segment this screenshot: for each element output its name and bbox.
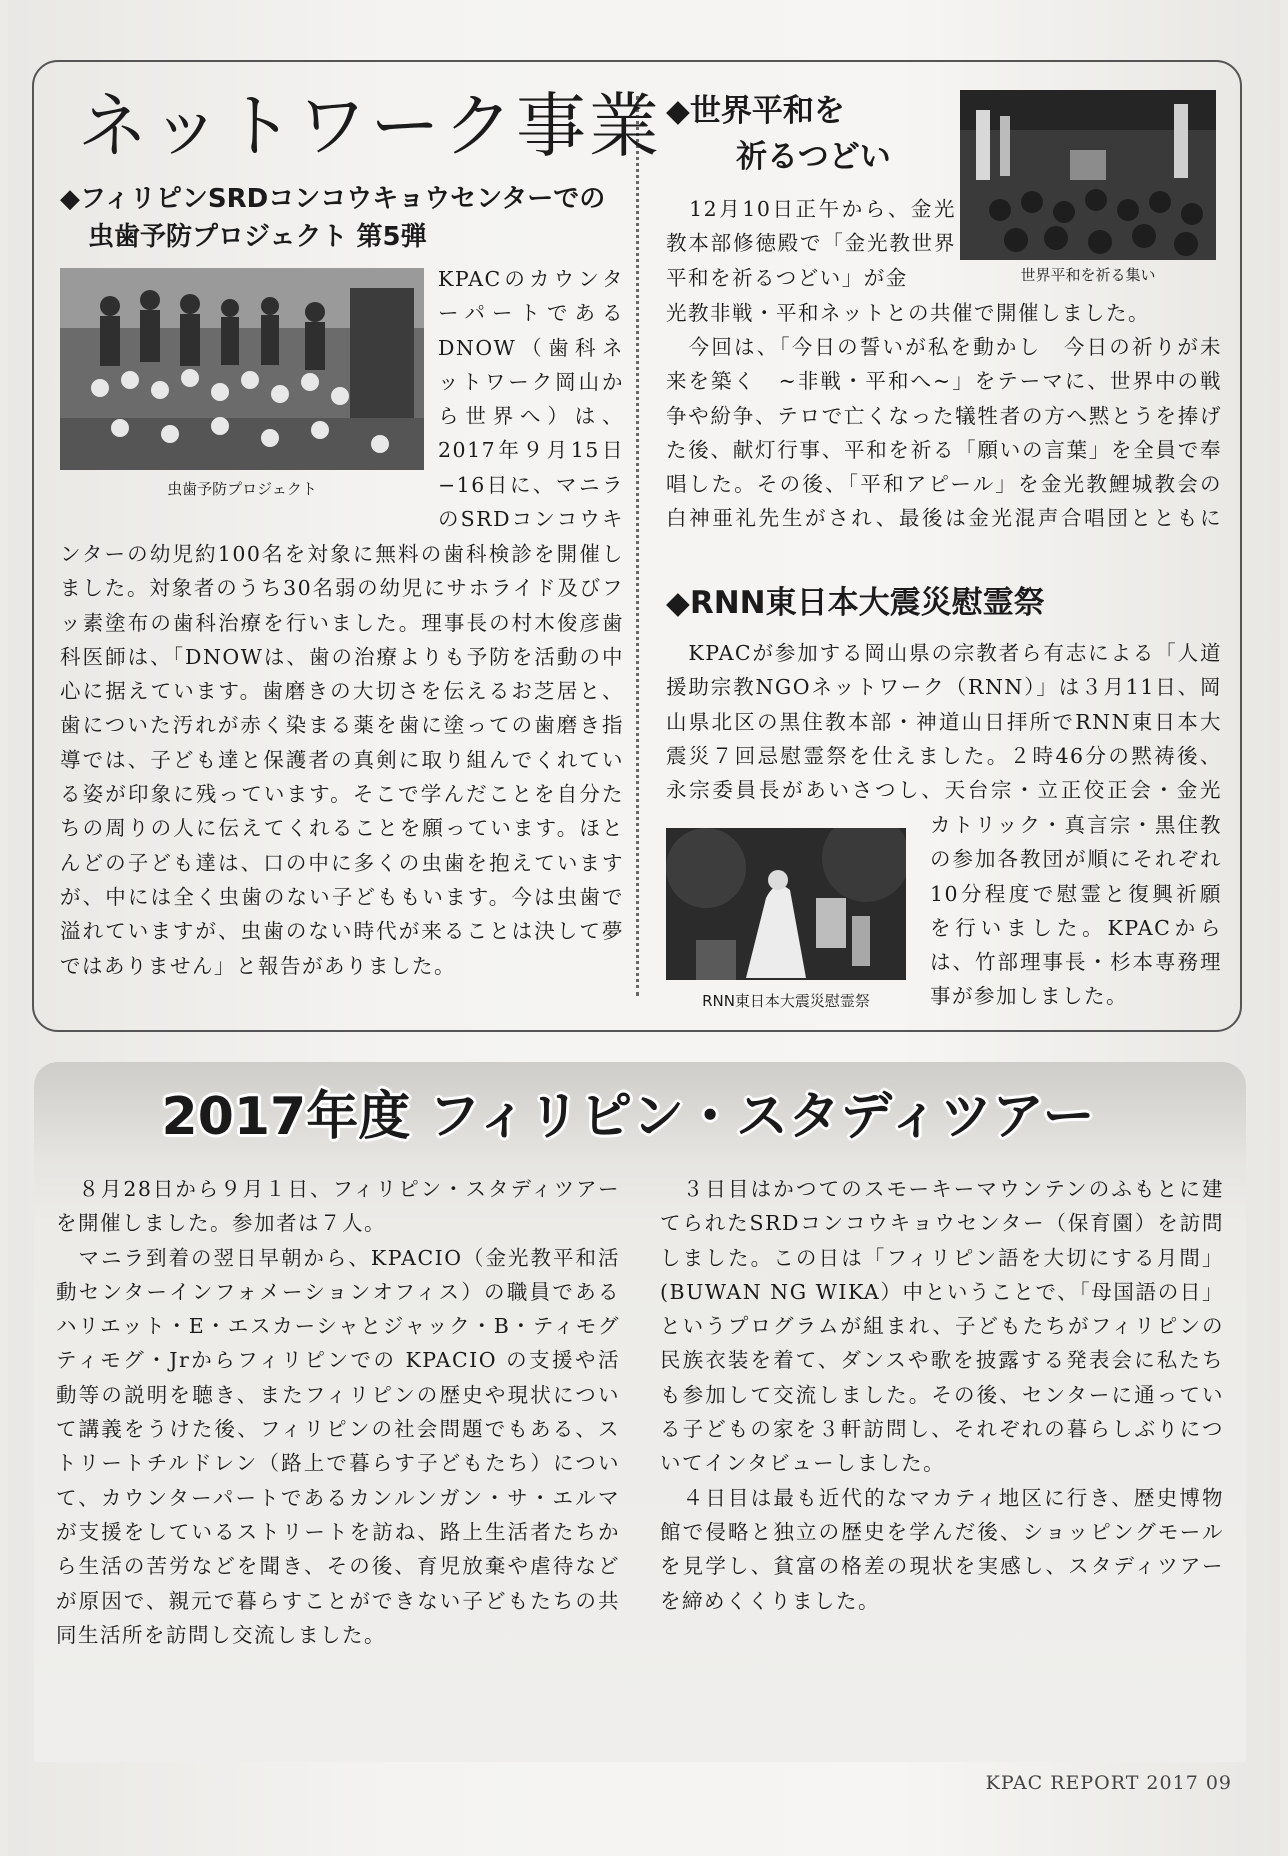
srd-heading-line2: 虫歯予防プロジェクト 第5弾 (88, 222, 427, 252)
peace-body-para2: 今回は、「今日の誓いが私を動かし 今日の祈りが未来を築く ~非戦・平和へ~」をテーマに、世界中の戦争や紛争、テロで亡くなった犠牲者の方へ黙とうを捧げた後、献灯行事、平和を祈る「願いの言葉」を全員で奉唱した。その後、「平和アピール」を金光教鯉城教会の白神亜礼先生がされ、最後は金光混声合唱団とともに (666, 335, 1222, 531)
rnn-body-narrow: カトリック・真言宗・黒住教の参加各教団が順にそれぞれ10分程度で慰霊と復興祈願を行いました。KPACからは、竹部理事長・杉本専務理事が参加しました。 (930, 813, 1222, 1009)
peace-heading-line2: 祈るつどい (736, 139, 891, 175)
study-tour-right-column: ３日目はかつてのスモーキーマウンテンのふもとに建てられたSRDコンコウキョウセンター（保育園）を訪問しました。この日は「フィリピン語を大切にする月間」(BUWAN NG WIKA）中ということで、「母国語の日」というプログラムが組まれ、子どもたちがフィリピンの民族衣装を着て、ダンスや歌を披露する発表会に私たちも参加して交流しました。その後、センターに通っている子どもの家を３軒訪問し、それぞれの暮らしぶりについてインタビューしました。 ４日目は最も近代的なマカティ地区に行き、歴史博物館で侵略と独立の歴史を学んだ後、ショッピングモールを見学し、貧富の格差の現状を実感し、スタディツアーを締めくくりました。 (660, 1177, 1224, 1613)
rnn-memorial-photo (666, 828, 906, 980)
study-tour-title: 2017年度 フィリピン・スタディツアー (161, 1087, 1095, 1147)
magazine-page (8, 0, 1280, 1856)
dental-project-photo-image (60, 268, 424, 470)
dental-project-photo (60, 268, 424, 470)
rnn-memorial-photo-image (666, 828, 906, 980)
peace-gathering-caption: 世界平和を祈る集い (1020, 266, 1156, 284)
page-footer: KPAC REPORT 2017 09 (985, 1772, 1232, 1794)
peace-body-wide: 光教非戦・平和ネットとの共催で開催しました。 (666, 301, 1150, 325)
section-title: ネットワーク事業 (78, 85, 662, 167)
peace-gathering-photo (960, 90, 1216, 260)
peace-gathering-photo-image (960, 90, 1216, 260)
dental-project-caption: 虫歯予防プロジェクト (167, 480, 317, 498)
peace-body-narrow: 12月10日正午から、金光教本部修徳殿で「金光教世界平和を祈るつどい」が金 (666, 197, 956, 290)
study-tour-left-column: ８月28日から９月１日、フィリピン・スタディツアーを開催しました。参加者は７人。 マニラ到着の翌日早朝から、KPACIO（金光教平和活動センターインフォメーションオフィス）の職員であるハリエット・E・エスカーシャとジャック・B・ティモグティモグ・Jrからフィリピンでの KPACIO の支援や活動等の説明を聴き、またフィリピンの歴史や現状について講義をうけた後、フィリピンの社会問題でもある、ストリートチルドレン（路上で暮らす子どもたち）について、カウンターパートであるカンルンガン・サ・エルマが支援をしているストリートを訪ね、路上生活者たちから生活の苦労などを聞き、その後、育児放棄や虐待などが原因で、親元で暮らすことができない子どもたちの共同生活所を訪問し交流しました。 (56, 1177, 620, 1647)
rnn-heading: ◆RNN東日本大震災慰霊祭 (666, 585, 1045, 621)
srd-body-wide: ンターの幼児約100名を対象に無料の歯科検診を開催しました。対象者のうち30名弱の幼児にサホライド及びフッ素塗布の歯科治療を行いました。理事長の村木俊彦歯科医師は、「DNOWは、歯の治療よりも予防を活動の中心に据えています。歯磨きの大切さを伝えるお芝居と、歯についた汚れが赤く染まる薬を歯に塗っての歯磨き指導では、子ども達と保護者の真剣に取り組んでくれている姿が印象に残っています。そこで学んだことを自分たちの周りの人に伝えてくれることを願っています。ほとんどの子ども達は、口の中に多くの虫歯を抱えていますが、中には全く虫歯のない子どももいます。今は虫歯で溢れていますが、虫歯のない時代が来ることは決して夢ではありません」と報告がありました。 (60, 542, 624, 978)
peace-heading-line1: ◆世界平和を (666, 93, 845, 129)
srd-heading-line1: ◆フィリピンSRDコンコウキョウセンターでの (60, 184, 606, 214)
srd-body-narrow: KPACのカウンターパートであるDNOW（歯科ネットワーク岡山から世界へ）は、2017年９月15日−16日に、マニラのSRDコンコウキ (438, 267, 624, 532)
rnn-memorial-caption: RNN東日本大震災慰霊祭 (702, 992, 870, 1010)
column-divider (636, 96, 639, 996)
rnn-body-wide: KPACが参加する岡山県の宗教者ら有志による「人道援助宗教NGOネットワーク（RNN）」は３月11日、岡山県北区の黒住教本部・神道山日拝所でRNN東日本大震災７回忌慰霊祭を仕えました。２時46分の黙祷後、永宗委員長があいさつし、天台宗・立正佼正会・金光 (666, 641, 1222, 803)
